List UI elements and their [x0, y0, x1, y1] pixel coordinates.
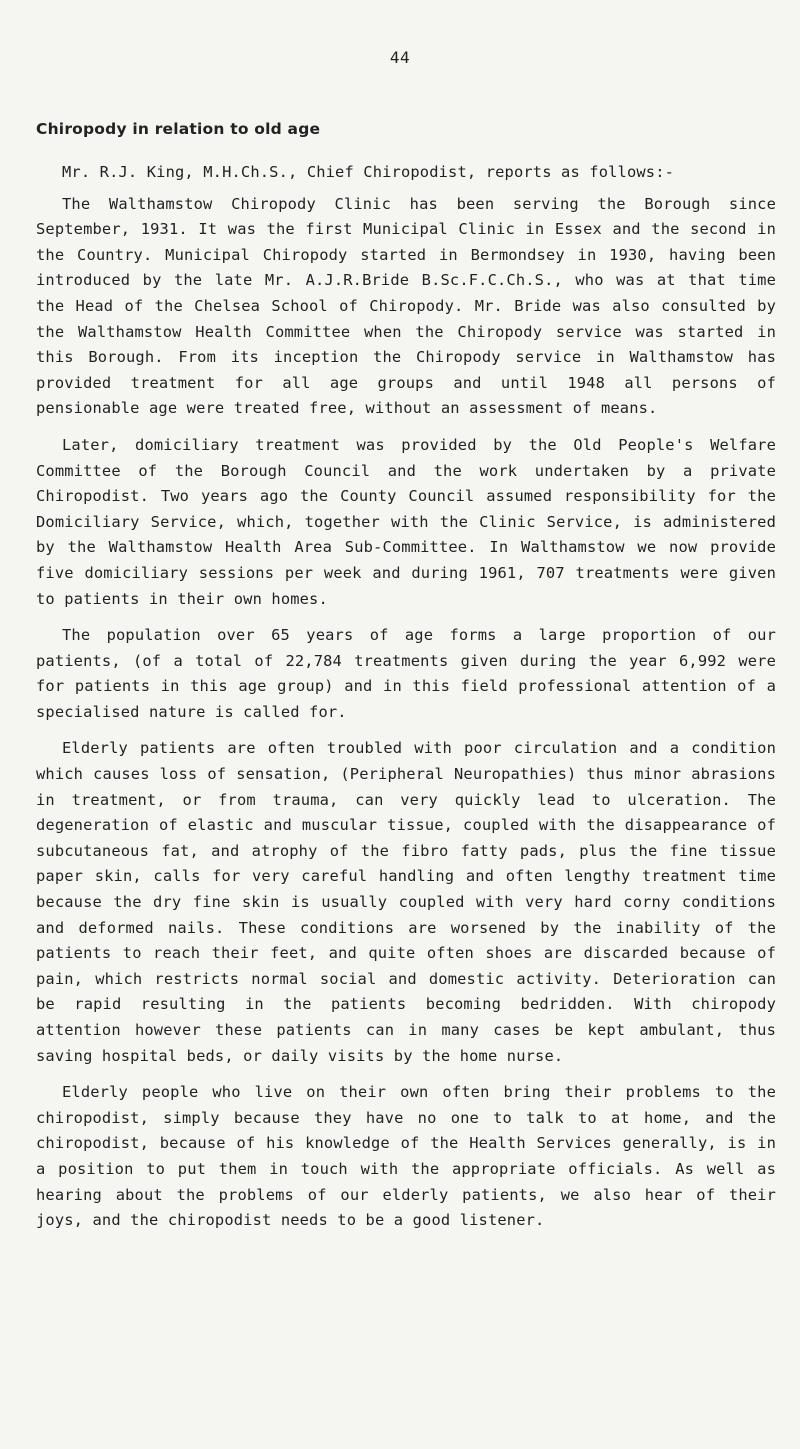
page-number: 44 [389, 48, 411, 67]
paragraph-domiciliary-service: Later, domiciliary treatment was provided by the Old People's Welfare Committee of the Borough Council and the work undertaken by a private Chiropodist. Two years ago the County Council assumed responsibility for the Domiciliary Service, which, together with the Clinic Service, is administered by the Walthamstow Health Area Sub-Committee. In Walthamstow we now provide five domiciliary sessions per week and during 1961, 707 treatments were given to patients in their own homes. [36, 435, 776, 608]
paragraph-population: The population over 65 years of age forms a large proportion of our patients, (of a total of 22,784 treatments given during the year 6,992 were for patients in this age group) and in this field professional attention of a specialised nature is called for. [36, 626, 776, 721]
paragraph-intro: Mr. R.J. King, M.H.Ch.S., Chief Chiropodist, reports as follows:- [62, 163, 675, 181]
paragraph-elderly-conditions: Elderly patients are often troubled with poor circulation and a condition which causes loss of sensation, (Peripheral Neuropathies) thus minor abrasions in treatment, or from trauma, can very quickly lead to ulceration. The degeneration of elastic and muscular tissue, coupled with the disappearance of subcutaneous fat, and atrophy of the fibro fatty pads, plus the fine tissue paper skin, calls for very careful handling and often lengthy treatment time because the dry fine skin is usually coupled with very hard corny conditions and deformed nails. These conditions are worsened by the inability of the patients to reach their feet, and quite often shoes are discarded because of pain, which restricts normal social and domestic activity. Deterioration can be rapid resulting in the patients becoming bedridden. With chiropody attention however these patients can in many cases be kept ambulant, thus saving hospital beds, or daily visits by the home nurse. [36, 739, 776, 1065]
report-body [36, 160, 776, 1245]
paragraph-listener: Elderly people who live on their own often bring their problems to the chiropodist, simply because they have no one to talk to at home, and the chiropodist, because of his knowledge of the Health Services generally, is in a position to put them in touch with the appropriate officials. As well as hearing about the problems of our elderly patients, we also hear of their joys, and the chiropodist needs to be a good listener. [36, 1083, 776, 1230]
section-heading: Chiropody in relation to old age [36, 120, 321, 138]
paragraph-clinic-history: The Walthamstow Chiropody Clinic has been serving the Borough since September, 1931. It was the first Municipal Clinic in Essex and the second in the Country. Municipal Chiropody started in Bermondsey in 1930, having been introduced by the late Mr. A.J.R.Bride B.Sc.F.C.Ch.S., who was at that time the Head of the Chelsea School of Chiropody. Mr. Bride was also consulted by the Walthamstow Health Committee when the Chiropody service was started in this Borough. From its inception the Chiropody service in Walthamstow has provided treatment for all age groups and until 1948 all persons of pensionable age were treated free, without an assessment of means. [36, 194, 776, 418]
